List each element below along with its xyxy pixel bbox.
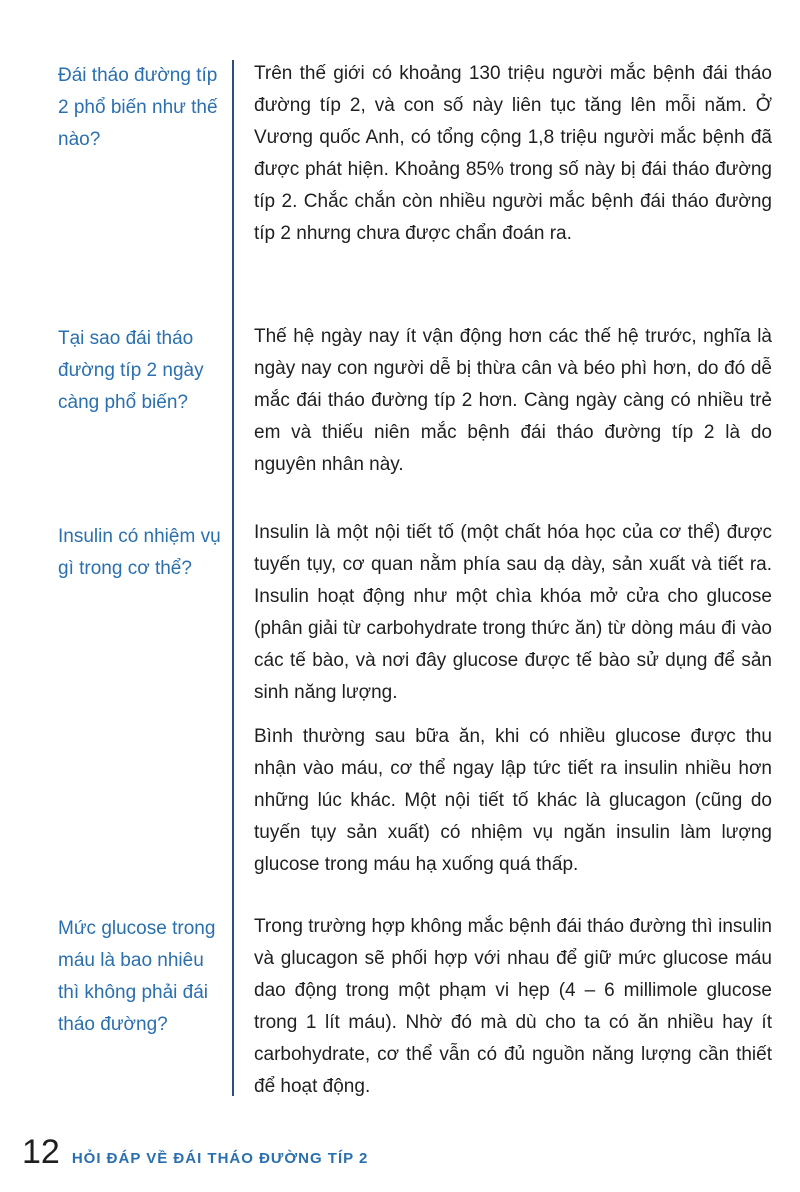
answer-paragraph: Trên thế giới có khoảng 130 triệu người mắc bệnh đái tháo đường típ 2, và con số này liên tục tăng lên mỗi năm. Ở Vương quốc Anh, có tổng cộng 1,8 triệu người mắc bệnh đã được phát hiện. Khoảng 85% trong số này bị đái tháo đường típ 2. Chắc chắn còn nhiều người mắc bệnh đái tháo đường típ 2 nhưng chưa được chẩn đoán ra.: [254, 63, 772, 244]
page-number: 12: [22, 1133, 60, 1171]
answer-paragraph: Bình thường sau bữa ăn, khi có nhiều glucose được thu nhận vào máu, cơ thể ngay lập tức tiết ra insulin nhiều hơn những lúc khác. Một nội tiết tố khác là glucagon (cũng do tuyến tụy sản xuất) có nhiệm vụ ngăn insulin làm lượng glucose trong máu hạ xuống quá thấp.: [254, 726, 772, 875]
question-heading: Insulin có nhiệm vụ gì trong cơ thể?: [58, 526, 221, 579]
answer-paragraph: Trong trường hợp không mắc bệnh đái tháo đường thì insulin và glucagon sẽ phối hợp với nhau để giữ mức glucose máu dao động trong một phạm vi hẹp (4 – 6 millimole glucose trong 1 lít máu). Nhờ đó mà dù cho ta có ăn nhiều hay ít carbohydrate, cơ thể vẫn có đủ nguồn năng lượng cần thiết để hoạt động.: [254, 916, 772, 1097]
page-footer: [22, 1132, 368, 1172]
answer-block: [254, 517, 772, 881]
answer-paragraph: Insulin là một nội tiết tố (một chất hóa học của cơ thể) được tuyến tụy, cơ quan nằm phía sau dạ dày, sản xuất và tiết ra. Insulin hoạt động như một chìa khóa mở cửa cho glucose (phân giải từ carbohydrate trong thức ăn) từ dòng máu đi vào các tế bào, và nơi đây glucose được tế bào sử dụng để sản sinh năng lượng.: [254, 522, 772, 703]
question-heading: Đái tháo đường típ 2 phổ biến như thế nào?: [58, 65, 218, 150]
answer-paragraph: Thế hệ ngày nay ít vận động hơn các thế hệ trước, nghĩa là ngày nay con người dễ bị thừa cân và béo phì hơn, do đó dễ mắc đái tháo đường típ 2 hơn. Càng ngày càng có nhiều trẻ em và thiếu niên mắc bệnh đái tháo đường típ 2 là do nguyên nhân này.: [254, 326, 772, 475]
running-title: HỎI ĐÁP VỀ ĐÁI THÁO ĐƯỜNG TÍP 2: [71, 1150, 369, 1167]
answer-block: [254, 58, 772, 250]
question-heading: Mức glucose trong máu là bao nhiêu thì không phải đái tháo đường?: [58, 918, 216, 1035]
question-heading: Tại sao đái tháo đường típ 2 ngày càng phổ biến?: [58, 328, 204, 413]
vertical-divider: [232, 60, 234, 1096]
answer-block: [254, 911, 772, 1103]
answer-block: [254, 321, 772, 481]
